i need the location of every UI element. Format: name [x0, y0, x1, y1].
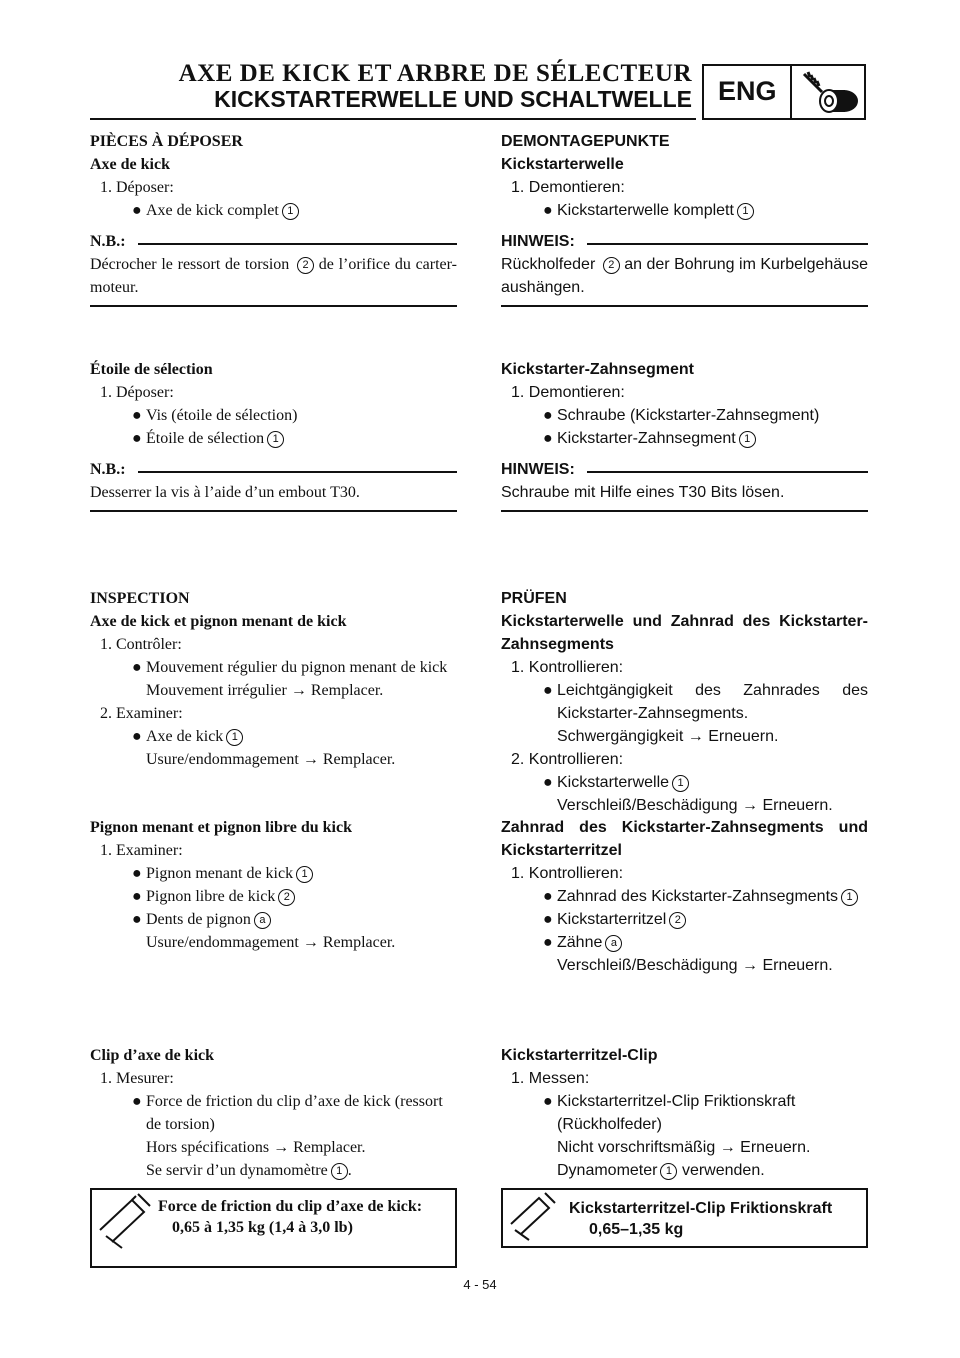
de-spec-box [501, 1188, 868, 1248]
de-pignon-section [501, 816, 868, 977]
fr-clip-section [90, 1044, 457, 1182]
section-badge-label: ENG [718, 76, 777, 106]
de-star-step: 1. Demontieren: [511, 384, 625, 401]
de-inspection-section [501, 587, 868, 817]
fr-insp-result1: Mouvement irrégulier → Remplacer. [146, 682, 384, 699]
fr-pignon-section [90, 816, 457, 954]
header-title-de: KICKSTARTERWELLE UND SCHALTWELLE [214, 86, 692, 112]
de-pignon-item3: ● Zähne a [501, 931, 868, 954]
fr-inspection-section [90, 587, 457, 771]
fr-removal-heading: PIÈCES À DÉPOSER [90, 133, 243, 150]
fr-star-title: Étoile de sélection [90, 361, 213, 378]
de-star-item2: ● Kickstarter-Zahnsegment 1 [501, 427, 868, 450]
fr-clip-result1: Hors spécifications → Remplacer. [146, 1139, 366, 1156]
de-insp-step2: 2. Kontrollieren: [511, 751, 624, 768]
fr-star-item1: ● Vis (étoile de sélection) [132, 407, 298, 424]
page-number: 4 - 54 [463, 1277, 497, 1292]
de-spec-text [569, 1198, 858, 1240]
de-note-2: HINWEIS: Schraube mit Hilfe eines T30 Bits lösen. [501, 458, 868, 512]
de-star-item1: ● Schraube (Kickstarter-Zahnsegment) [543, 407, 820, 424]
fr-pignon-result: Usure/endommagement → Remplacer. [146, 934, 396, 951]
de-clip-title: Kickstarterritzel-Clip [501, 1047, 658, 1064]
fr-insp-title: Axe de kick et pignon menant de kick [90, 613, 347, 630]
fr-pignon-item3: ● Dents de pignon a [90, 908, 457, 931]
fr-pignon-title: Pignon menant et pignon libre du kick [90, 819, 352, 836]
de-removal-section [501, 130, 868, 307]
fr-kick-axle-title: Axe de kick [90, 156, 170, 173]
fr-clip-step: 1. Mesurer: [100, 1070, 174, 1087]
badge-divider [790, 66, 792, 118]
de-insp-result2: Verschleiß/Beschädigung → Erneuern. [557, 797, 833, 814]
fr-pignon-item2: ● Pignon libre de kick 2 [90, 885, 457, 908]
de-clip-result1: Nicht vorschriftsmäßig → Erneuern. [557, 1139, 811, 1156]
fr-inspection-heading: INSPECTION [90, 590, 190, 607]
de-insp-step1: 1. Kontrollieren: [511, 659, 624, 676]
fr-insp-item2: ● Axe de kick 1 [90, 725, 457, 748]
fr-star-step: 1. Déposer: [100, 384, 174, 401]
header-rule [90, 118, 696, 120]
fr-clip-title: Clip d’axe de kick [90, 1047, 215, 1064]
fr-removal-section [90, 130, 457, 307]
fr-note-body: Décrocher le ressort de torsion 2 de l’orifice du carter-moteur. [90, 253, 457, 307]
de-spec-label: Kickstarterritzel-Clip Friktionskraft [569, 1200, 833, 1217]
fr-star-item2: ● Étoile de sélection 1 [90, 427, 457, 450]
fr-note-1 [90, 230, 457, 307]
caliper-icon [92, 1190, 154, 1266]
de-clip-section [501, 1044, 868, 1182]
de-removal-heading: DEMONTAGEPUNKTE [501, 133, 670, 150]
de-clip-step: 1. Messen: [511, 1070, 590, 1087]
fr-insp-step2: 2. Examiner: [100, 705, 183, 722]
de-inspection-heading: PRÜFEN [501, 590, 567, 607]
fr-spec-box [90, 1188, 457, 1268]
fr-kick-step: 1. Déposer: [100, 179, 174, 196]
fr-clip-item: ● Force de friction du clip d’axe de kick (ressort de torsion) [132, 1093, 443, 1133]
de-pignon-title: Zahnrad des Kickstarter-Zahnsegments und Kickstarterritzel [501, 819, 868, 859]
de-insp-title: Kickstarterwelle und Zahnrad des Kickstarter-Zahnsegments [501, 613, 868, 653]
de-pignon-item1: ● Zahnrad des Kickstarter-Zahnsegments 1 [501, 885, 868, 908]
de-kick-item: ● Kickstarterwelle komplett 1 [501, 199, 868, 222]
header-title-fr: AXE DE KICK ET ARBRE DE SÉLECTEUR [178, 60, 692, 87]
fr-kick-item: ● Axe de kick complet 1 [90, 199, 457, 222]
bullet-icon: ● [132, 202, 142, 219]
de-kick-axle-title: Kickstarterwelle [501, 156, 624, 173]
fr-pignon-item1: ● Pignon menant de kick 1 [90, 862, 457, 885]
de-insp-item1: ● Leichtgängigkeit des Zahnrades des Kickstarter-Zahnsegments. [543, 682, 868, 722]
de-spec-value: 0,65–1,35 kg [589, 1221, 684, 1238]
de-pignon-step: 1. Kontrollieren: [511, 865, 624, 882]
fr-pignon-step: 1. Examiner: [100, 842, 183, 859]
fr-note-2: N.B.: Desserrer la vis à l’aide d’un embout T30. [90, 458, 457, 512]
fr-spec-text [158, 1196, 447, 1238]
fr-insp-step1: 1. Contrôler: [100, 636, 182, 653]
engine-gear-icon [796, 68, 862, 118]
fr-note-label: N.B.: [90, 233, 126, 250]
de-star-title: Kickstarter-Zahnsegment [501, 361, 694, 378]
section-badge [702, 64, 866, 120]
fr-spec-value: 0,65 à 1,35 kg (1,4 à 3,0 lb) [172, 1219, 353, 1236]
de-clip-item: ● Kickstarterritzel-Clip Friktionskraft (Rückholfeder) [543, 1093, 796, 1133]
de-star-section [501, 358, 868, 512]
fr-insp-result2: Usure/endommagement → Remplacer. [146, 751, 396, 768]
de-pignon-result: Verschleiß/Beschädigung → Erneuern. [557, 957, 833, 974]
de-note-1: HINWEIS: Rückholfeder 2 an der Bohrung im Kurbelgehäuse aushängen. [501, 230, 868, 307]
de-insp-item2: ● Kickstarterwelle 1 [501, 771, 868, 794]
fr-star-section [90, 358, 457, 512]
fr-insp-item1: ● Mouvement régulier du pignon menant de kick [132, 659, 448, 676]
de-kick-step: 1. Demontieren: [511, 179, 625, 196]
fr-spec-label: Force de friction du clip d’axe de kick: [158, 1198, 423, 1215]
de-pignon-item2: ● Kickstarterritzel 2 [501, 908, 868, 931]
de-clip-result2: Dynamometer 1 verwenden. [557, 1162, 765, 1179]
de-insp-result1: Schwergängigkeit → Erneuern. [557, 728, 779, 745]
caliper-icon [503, 1190, 565, 1246]
callout-1: 1 [282, 203, 299, 220]
fr-clip-result2: Se servir d’un dynamomètre 1 . [146, 1162, 352, 1179]
